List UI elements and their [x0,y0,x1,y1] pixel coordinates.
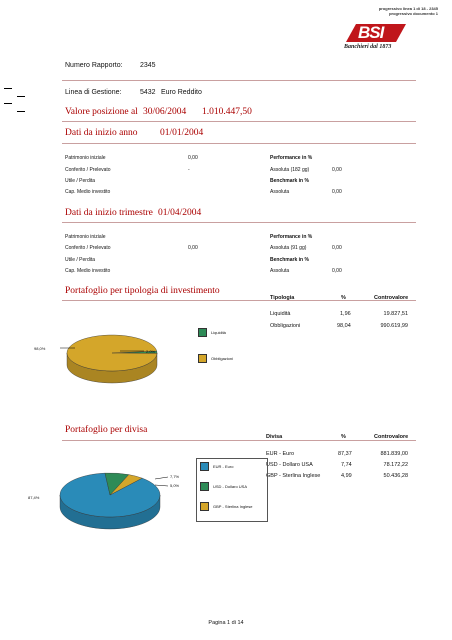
anno-row-label: Conferito / Prelevato [65,167,111,173]
divisa-cell: 87,37 [338,451,352,457]
divider [62,440,416,441]
legend-text: Liquidità [211,330,226,335]
margin-mark [4,88,12,89]
margin-mark [17,111,25,112]
anno-row-right-label: Benchmark in % [270,178,309,184]
legend-text: Obbligazioni [211,356,234,361]
pie2-label-gbp: 5,0% [170,483,180,488]
tipologia-header-pct: % [341,295,346,301]
divisa-cell: 50.436,28 [383,473,408,479]
anno-row-label: Utile / Perdita [65,178,96,184]
anno-row-label: Patrimonio iniziale [65,155,106,161]
tipologia-cell: Obbligazioni [270,323,301,329]
anno-row-right-label: Assoluta [270,189,290,195]
tipologia-cell: 98,04 [337,323,351,329]
legend-swatch [198,354,207,363]
divisa-cell: 881.839,00 [380,451,408,457]
tipologia-title: Portafoglio per tipologia di investimento [65,286,220,296]
divisa-cell: 4,99 [341,473,352,479]
trim-row-label: Cap. Medio investito [65,268,111,274]
tipologia-pie-chart [60,318,195,418]
divisa-cell: 78.172,22 [383,462,408,468]
header-line-1: progressivo linea 1 di 18 - 2345 [378,6,438,11]
trim-row-label: Conferito / Prelevato [65,245,111,251]
trim-row-right-label: Assoluta (91 gg) [270,245,307,251]
trim-row-right-value: 0,00 [332,245,342,251]
legend-swatch [200,482,209,491]
divider [62,121,416,122]
trim-row-right-value: 0,00 [332,268,342,274]
anno-row-right-value: 0,00 [332,189,342,195]
divisa-cell: EUR - Euro [266,451,295,457]
trim-row-right-label: Assoluta [270,268,290,274]
divider [62,143,416,144]
divisa-header-currency: Divisa [266,434,283,440]
legend-item-usd [200,482,247,491]
report-number-value: 2345 [140,62,156,69]
legend-swatch [200,502,209,511]
pie1-label-obbligazioni: 98,0% [34,346,46,351]
valore-date: 30/06/2004 [143,107,187,117]
report-number-label: Numero Rapporto: [65,62,123,69]
anno-row-right-label: Assoluta (182 gg) [270,167,310,173]
divider [62,300,416,301]
gestione-label: Linea di Gestione: [65,89,122,96]
logo-subtitle: Banchieri dal 1873 [344,44,392,50]
divisa-cell: 7,74 [341,462,352,468]
anno-row-right-value: 0,00 [332,167,342,173]
legend-item-obbligazioni [198,354,233,363]
divisa-cell: USD - Dollaro USA [266,462,313,468]
trim-row-label: Patrimonio iniziale [65,234,106,240]
tipologia-cell: 1,96 [340,311,351,317]
divisa-cell: GBP - Sterlina Inglese [266,473,321,479]
trim-row-right-label: Benchmark in % [270,257,309,263]
tipologia-cell: 990.619,99 [380,323,408,329]
divider [62,80,416,81]
margin-mark [17,96,25,97]
page-footer: Pagina 1 di 14 [208,620,244,626]
anno-row-label: Cap. Medio investito [65,189,111,195]
divisa-title: Portafoglio per divisa [65,425,148,435]
legend-item-liquidita [198,328,226,337]
anno-row-value: 0,00 [188,155,198,161]
divisa-header-pct: % [341,434,346,440]
trim-row-right-label: Performance in % [270,234,313,240]
trim-row-value: 0,00 [188,245,198,251]
legend-swatch [198,328,207,337]
legend-text: GBP - Sterlina Inglese [213,504,253,509]
legend-text: USD - Dollaro USA [213,484,248,489]
gestione-code: 5432 [140,89,156,96]
gestione-name: Euro Reddito [161,89,202,96]
anno-title: Dati da inizio anno [65,128,138,138]
divisa-header-value: Controvalore [374,434,409,440]
pie2-label-eur: 87,4% [28,495,40,500]
anno-row-right-label: Performance in % [270,155,313,161]
valore-label: Valore posizione al [65,107,138,117]
tipologia-cell: 19.827,51 [383,311,408,317]
tipologia-header-value: Controvalore [374,295,409,301]
logo-text: BSI [358,23,384,42]
pie2-leader-line [155,485,168,486]
header-line-2: progressivo documento 1 [389,11,438,16]
page-header-info [379,6,438,16]
tipologia-header-type: Tipologia [270,295,295,301]
pie2-label-usd: 7,7% [170,474,180,479]
legend-item-eur [200,462,233,471]
anno-row-value: - [188,167,190,173]
legend-swatch [200,462,209,471]
trim-row-label: Utile / Perdita [65,257,96,263]
divider [62,222,416,223]
margin-mark [4,103,12,104]
anno-date: 01/01/2004 [160,128,204,138]
pie1-label-liquidita: 2,0% [146,349,156,354]
trimestre-date: 01/04/2004 [158,208,202,218]
legend-item-gbp [200,502,253,511]
tipologia-cell: Liquidità [270,311,291,317]
pie2-leader-line [155,477,168,479]
trimestre-title: Dati da inizio trimestre [65,208,153,218]
valore-amount: 1.010.447,50 [202,107,252,117]
legend-text: EUR - Euro [213,464,234,469]
